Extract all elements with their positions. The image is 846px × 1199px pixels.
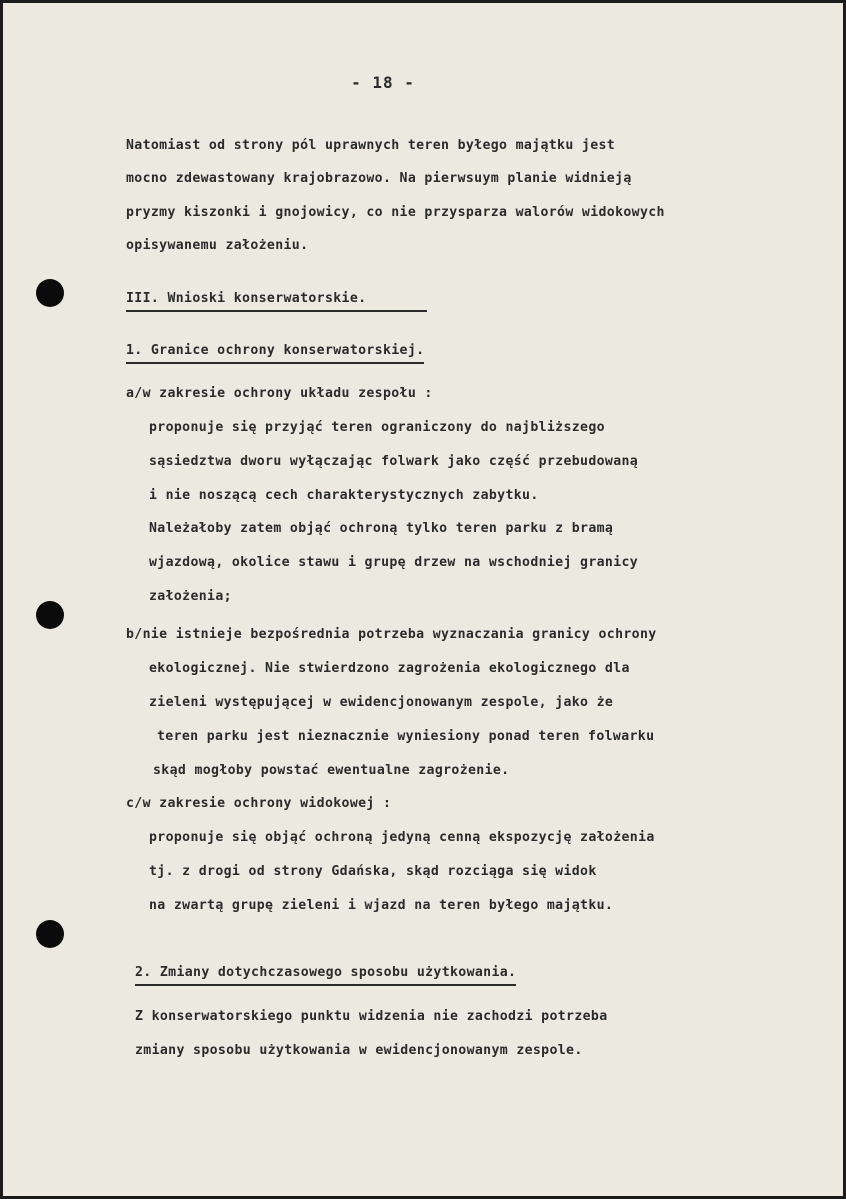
- text-line: wjazdową, okolice stawu i grupę drzew na wschodniej granicy: [149, 555, 639, 570]
- text-line: proponuje się objąć ochroną jedyną cenną ekspozycję założenia: [149, 830, 655, 845]
- punch-hole-middle: [36, 601, 64, 629]
- section-heading: III. Wnioski konserwatorskie.: [126, 291, 427, 312]
- text-line: Z konserwatorskiego punktu widzenia nie zachodzi potrzeba: [135, 1009, 608, 1024]
- text-line: proponuje się przyjąć teren ograniczony do najbliższego: [149, 420, 605, 435]
- list-item-label: a/w zakresie ochrony układu zespołu :: [126, 386, 433, 401]
- subsection-heading: 1. Granice ochrony konserwatorskiej.: [126, 343, 424, 364]
- text-line: na zwartą grupę zieleni i wjazd na teren byłego majątku.: [149, 898, 614, 913]
- text-line: opisywanemu założeniu.: [126, 238, 309, 253]
- list-item-label: b/nie istnieje bezpośrednia potrzeba wyznaczania granicy ochrony: [126, 627, 657, 642]
- punch-hole-top: [36, 279, 64, 307]
- subsection-heading: 2. Zmiany dotychczasowego sposobu użytkowania.: [135, 965, 516, 986]
- text-line: i nie noszącą cech charakterystycznych zabytku.: [149, 488, 539, 503]
- text-line: skąd mogłoby powstać ewentualne zagrożenie.: [153, 763, 510, 778]
- text-line: Należałoby zatem objąć ochroną tylko teren parku z bramą: [149, 521, 614, 536]
- page-number: - 18 -: [351, 73, 415, 92]
- text-line: zmiany sposobu użytkowania w ewidencjonowanym zespole.: [135, 1043, 583, 1058]
- text-line: zieleni występującej w ewidencjonowanym zespole, jako że: [149, 695, 614, 710]
- text-line: teren parku jest nieznacznie wyniesiony ponad teren folwarku: [157, 729, 655, 744]
- text-line: Natomiast od strony pól uprawnych teren byłego majątku jest: [126, 138, 616, 153]
- text-line: sąsiedztwa dworu wyłączając folwark jako część przebudowaną: [149, 454, 639, 469]
- text-line: tj. z drogi od strony Gdańska, skąd rozciąga się widok: [149, 864, 597, 879]
- text-line: ekologicznej. Nie stwierdzono zagrożenia ekologicznego dla: [149, 661, 630, 676]
- text-line: pryzmy kiszonki i gnojowicy, co nie przysparza walorów widokowych: [126, 205, 665, 220]
- punch-hole-bottom: [36, 920, 64, 948]
- text-line: mocno zdewastowany krajobrazowo. Na pierwsuym planie widnieją: [126, 171, 632, 186]
- list-item-label: c/w zakresie ochrony widokowej :: [126, 796, 392, 811]
- text-line: założenia;: [149, 589, 232, 604]
